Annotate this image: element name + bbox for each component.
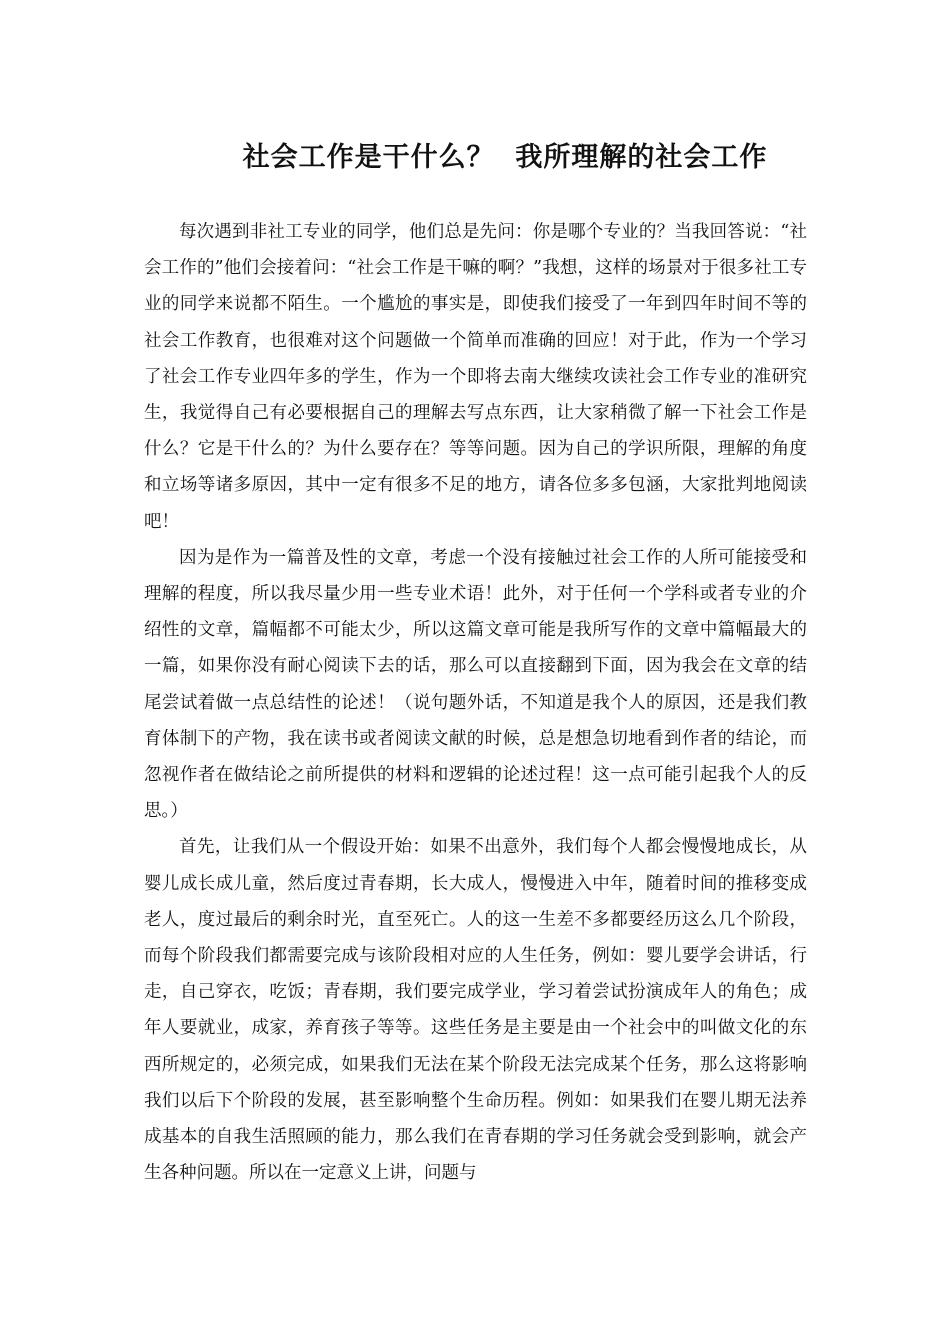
paragraph-2: 因为是作为一篇普及性的文章，考虑一个没有接触过社会工作的人所可能接受和理解的程度，所以我尽量少用一些专业术语！此外，对于任何一个学科或者专业的介绍性的文章，篇幅都不可能太少，所以这篇文章可能是我所写作的文章中篇幅最大的一篇，如果你没有耐心阅读下去的话，那么可以直接翻到下面，因为我会在文章的结尾尝试着做一点总结性的论述！（说句题外话，不知道是我个人的原因，还是我们教育体制下的产物，我在读书或者阅读文献的时候，总是想急切地看到作者的结论，而忽视作者在做结论之前所提供的材料和逻辑的论述过程！这一点可能引起我个人的反思。） bbox=[144, 547, 807, 822]
document-title: 社会工作是干什么？ 我所理解的社会工作 bbox=[242, 142, 768, 173]
paragraph-3: 首先，让我们从一个假设开始：如果不出意外，我们每个人都会慢慢地成长，从婴儿成长成儿童，然后度过青春期，长大成人，慢慢进入中年，随着时间的推移变成老人，度过最后的剩余时光，直至死亡。人的这一生差不多都要经历这么几个阶段，而每个阶段我们都需要完成与该阶段相对应的人生任务，例如：婴儿要学会讲话，行走，自己穿衣，吃饭；青春期，我们要完成学业，学习着尝试扮演成年人的角色；成年人要就业，成家，养育孩子等等。这些任务是主要是由一个社会中的叫做文化的东西所规定的，必须完成，如果我们无法在某个阶段无法完成某个任务，那么这将影响我们以后下个阶段的发展，甚至影响整个生命历程。例如：如果我们在婴儿期无法养成基本的自我生活照顾的能力，那么我们在青春期的学习任务就会受到影响，就会产生各种问题。所以在一定意义上讲，问题与 bbox=[144, 837, 807, 1184]
paragraph-1: 每次遇到非社工专业的同学，他们总是先问：你是哪个专业的？当我回答说：“社会工作的”他们会接着问：“社会工作是干嘛的啊？”我想，这样的场景对于很多社工专业的同学来说都不陌生。一个尴尬的事实是，即使我们接受了一年到四年时间不等的社会工作教育，也很难对这个问题做一个简单而准确的回应！对于此，作为一个学习了社会工作专业四年多的学生，作为一个即将去南大继续攻读社会工作专业的准研究生，我觉得自己有必要根据自己的理解去写点东西，让大家稍微了解一下社会工作是什么？它是干什么的？为什么要存在？等等问题。因为自己的学识所限，理解的角度和立场等诸多原因，其中一定有很多不足的地方，请各位多多包涵，大家批判地阅读吧！ bbox=[144, 222, 807, 532]
document-body bbox=[144, 214, 807, 1191]
